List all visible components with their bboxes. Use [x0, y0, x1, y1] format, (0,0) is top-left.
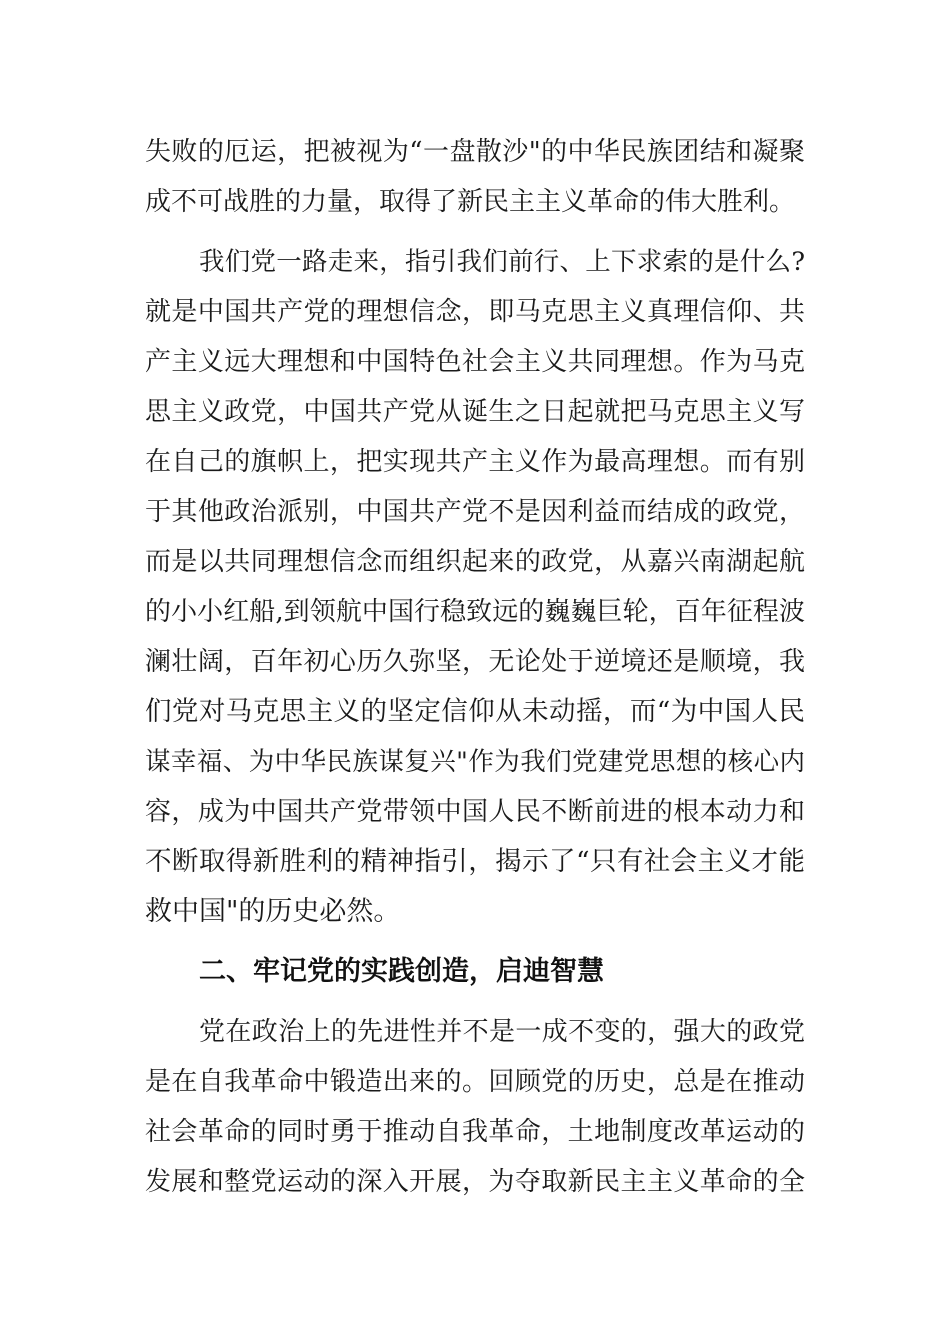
body-text-line: 们党对马克思主义的坚定信仰从未动摇，而“为中国人民	[145, 696, 805, 727]
body-text-line: 在自己的旗帜上，把实现共产主义作为最高理想。而有别	[145, 447, 805, 477]
body-text-line: 失败的厄运，把被视为“一盘散沙"的中华民族团结和凝聚	[145, 137, 805, 167]
body-text-line: 就是中国共产党的理想信念，即马克思主义真理信仰、共	[145, 297, 805, 327]
body-text-line: 的小小红船,到领航中国行稳致远的巍巍巨轮，百年征程波	[145, 597, 805, 627]
body-text-line: 我们党一路走来，指引我们前行、上下求索的是什么?	[199, 247, 805, 277]
body-text-line: 社会革命的同时勇于推动自我革命，土地制度改革运动的	[145, 1117, 805, 1147]
body-text-line: 发展和整党运动的深入开展，为夺取新民主主义革命的全	[145, 1167, 805, 1197]
body-text-line: 党在政治上的先进性并不是一成不变的，强大的政党	[199, 1017, 805, 1047]
body-text-line: 于其他政治派别，中国共产党不是因利益而结成的政党，	[145, 497, 805, 527]
body-text-line: 成不可战胜的力量，取得了新民主主义革命的伟大胜利。	[145, 187, 796, 217]
body-text-line: 是在自我革命中锻造出来的。回顾党的历史，总是在推动	[145, 1067, 805, 1097]
body-text-line: 思主义政党，中国共产党从诞生之日起就把马克思主义写	[145, 397, 805, 427]
body-text-line: 谋幸福、为中华民族谋复兴"作为我们党建党思想的核心内	[145, 747, 805, 777]
body-text-line: 产主义远大理想和中国特色社会主义共同理想。作为马克	[145, 347, 805, 377]
body-text-line: 不断取得新胜利的精神指引，揭示了“只有社会主义才能	[145, 846, 805, 877]
body-text-line: 救中国"的历史必然。	[145, 896, 401, 927]
section-heading: 二、牢记党的实践创造，启迪智慧	[199, 956, 604, 987]
body-text-line: 容，成为中国共产党带领中国人民不断前进的根本动力和	[145, 797, 805, 827]
body-text-line: 澜壮阔，百年初心历久弥坚，无论处于逆境还是顺境，我	[145, 647, 805, 677]
body-text-line: 而是以共同理想信念而组织起来的政党，从嘉兴南湖起航	[145, 547, 805, 577]
